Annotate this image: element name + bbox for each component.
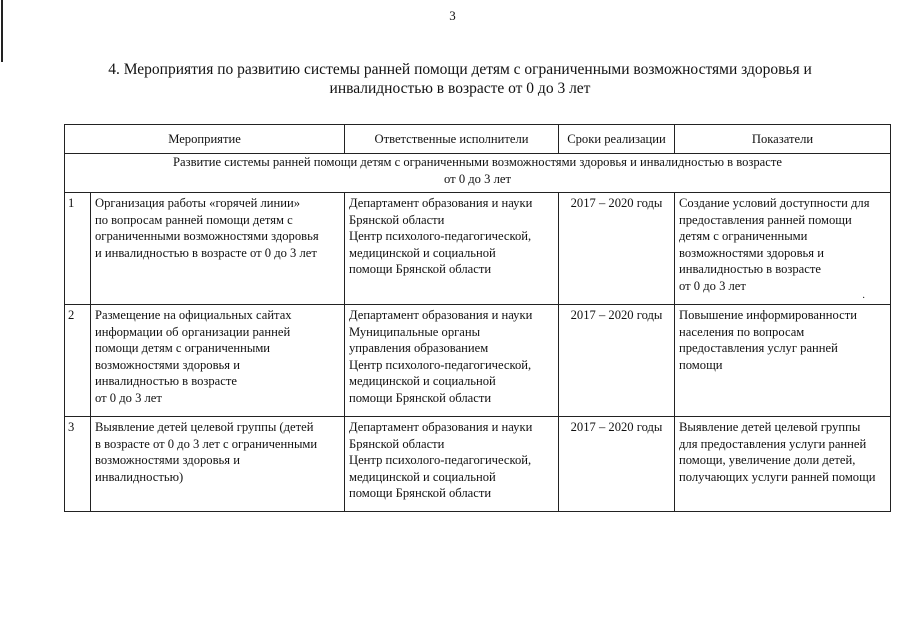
text-line: Организация работы «горячей линии»: [95, 196, 301, 210]
row-indicators: [675, 193, 891, 305]
text-line: получающих услуги ранней помощи: [679, 469, 876, 484]
row-executors: [345, 193, 559, 305]
text-line: Департамент образования и науки: [349, 308, 533, 322]
section-title-line-2: инвалидностью в возрасте от 0 до 3 лет: [329, 80, 591, 97]
row-executors: [345, 305, 559, 417]
text-line: предоставления услуг ранней: [679, 341, 838, 356]
row-number: 2: [65, 305, 91, 417]
text-line: управления образованием: [349, 341, 489, 356]
row-terms: 2017 – 2020 годы: [559, 305, 675, 417]
text-line: инвалидностью в возрасте: [679, 262, 821, 277]
text-line: для предоставления услуги ранней: [679, 436, 867, 451]
text-line: в возрасте от 0 до 3 лет с ограниченными: [95, 436, 318, 451]
text-line: Выявление детей целевой группы: [679, 420, 861, 434]
text-line: инвалидностью в возрасте: [95, 374, 237, 389]
row-indicators: [675, 417, 891, 512]
text-line: предоставления ранней помощи: [679, 212, 852, 227]
text-line: ограниченными возможностями здоровья: [95, 229, 319, 244]
section-row: [65, 154, 891, 193]
text-line: возможностями здоровья и: [95, 357, 240, 372]
row-activity: [91, 193, 345, 305]
header-terms: Сроки реализации: [559, 125, 675, 154]
text-line: Центр психолого-педагогической,: [349, 453, 532, 468]
text-line: помощи, увеличение доли детей,: [679, 453, 856, 468]
row-activity: [91, 305, 345, 417]
header-activity: Мероприятие: [65, 125, 345, 154]
row-number: 3: [65, 417, 91, 512]
text-line: Муниципальные органы: [349, 324, 481, 339]
table-row: [65, 305, 891, 417]
text-line: информации об организации ранней: [95, 324, 291, 339]
text-line: помощи Брянской области: [349, 262, 492, 277]
text-line: помощи детям с ограниченными: [95, 341, 271, 356]
section-heading-line-1: Развитие системы ранней помощи детям с ограниченными возможностями здоровья и инвалидностью в возрасте: [173, 155, 782, 169]
table-row: [65, 417, 891, 512]
text-line: детям с ограниченными: [679, 229, 808, 244]
page-number: 3: [449, 8, 456, 23]
scan-speck: ·: [862, 293, 866, 304]
row-number: 1: [65, 193, 91, 305]
text-line: помощи: [679, 357, 723, 372]
text-line: Департамент образования и науки: [349, 420, 533, 434]
text-line: Центр психолого-педагогической,: [349, 229, 532, 244]
text-line: Создание условий доступности для: [679, 196, 870, 210]
row-terms: 2017 – 2020 годы: [559, 417, 675, 512]
row-executors: [345, 417, 559, 512]
section-heading: [65, 154, 891, 193]
text-line: помощи Брянской области: [349, 486, 492, 501]
header-executors: Ответственные исполнители: [345, 125, 559, 154]
row-indicators: [675, 305, 891, 417]
text-line: Размещение на официальных сайтах: [95, 308, 292, 322]
text-line: возможностями здоровья и: [679, 245, 824, 260]
text-line: инвалидностью): [95, 469, 184, 484]
table-row: [65, 193, 891, 305]
text-line: Выявление детей целевой группы (детей: [95, 420, 314, 434]
section-title: [100, 60, 820, 98]
text-line: Брянской области: [349, 436, 445, 451]
text-line: населения по вопросам: [679, 324, 805, 339]
text-line: Департамент образования и науки: [349, 196, 533, 210]
activities-table: [64, 124, 891, 512]
text-line: возможностями здоровья и: [95, 453, 240, 468]
text-line: помощи Брянской области: [349, 390, 492, 405]
text-line: медицинской и социальной: [349, 469, 496, 484]
text-line: Повышение информированности: [679, 308, 857, 322]
table-header-row: [65, 125, 891, 154]
header-indicators: Показатели: [675, 125, 891, 154]
section-heading-line-2: от 0 до 3 лет: [444, 171, 511, 186]
row-activity: [91, 417, 345, 512]
text-line: Брянской области: [349, 212, 445, 227]
section-title-line-1: 4. Мероприятия по развитию системы ранней помощи детям с ограниченными возможностями здоровья и: [108, 61, 812, 78]
row-terms: 2017 – 2020 годы: [559, 193, 675, 305]
text-line: и инвалидностью в возрасте от 0 до 3 лет: [95, 245, 317, 260]
text-line: от 0 до 3 лет: [95, 390, 162, 405]
text-line: медицинской и социальной: [349, 374, 496, 389]
text-line: от 0 до 3 лет: [679, 278, 746, 293]
text-line: Центр психолого-педагогической,: [349, 357, 532, 372]
text-line: по вопросам ранней помощи детям с: [95, 212, 293, 227]
text-line: медицинской и социальной: [349, 245, 496, 260]
